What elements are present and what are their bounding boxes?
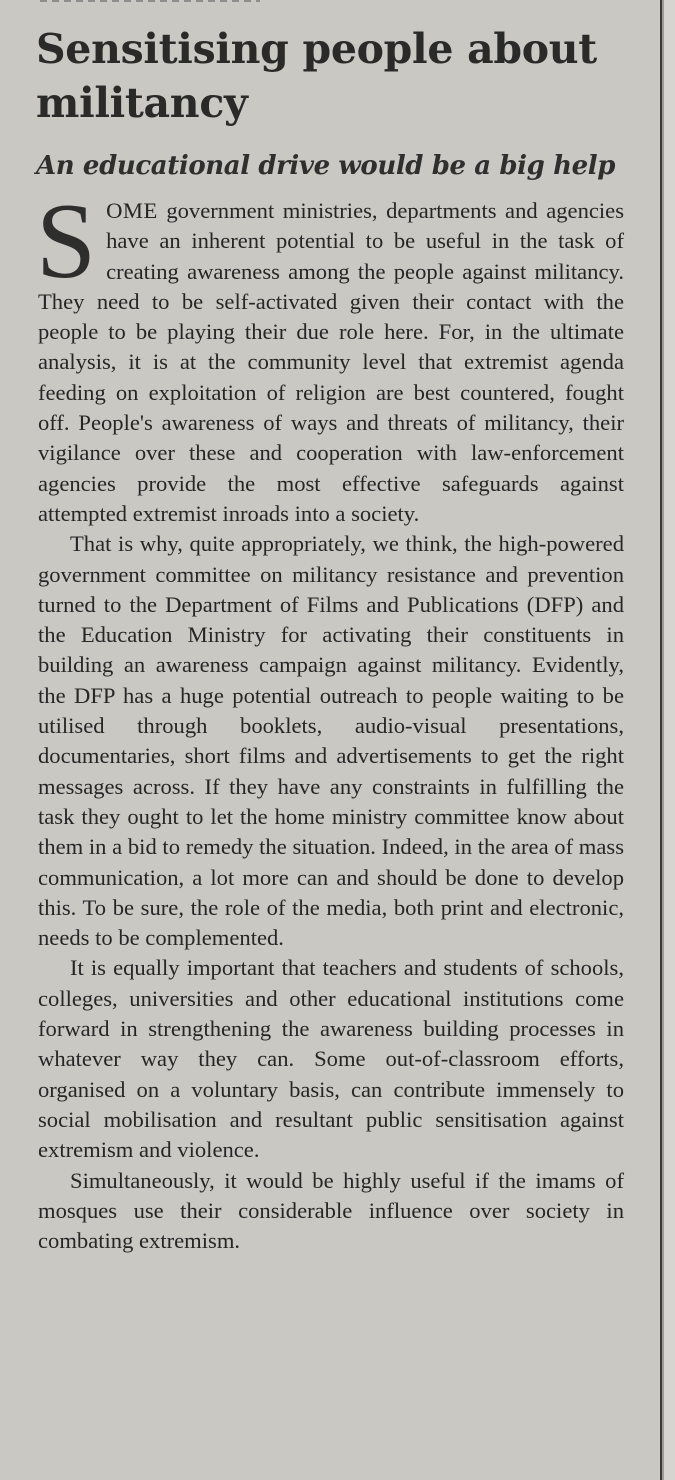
paragraph-4: Simultaneously, it would be highly useful if the imams of mosques use their considerable influence over society in combating extremism. xyxy=(38,1167,624,1254)
drop-cap: S xyxy=(36,182,97,301)
article-subheadline: An educational drive would be a big help xyxy=(36,151,615,181)
paragraph-1-text: government ministries, departments and agencies have an inherent potential to be useful in the task of creating awareness among the people against militancy. They need to be self-activated given their contact with the people to be playing their due role here. For, in the ultimate analysis, it is at the community level that extremist agenda feeding on exploitation of religion are best countered, fought off. People's awareness of ways and threats of militancy, their vigilance over these and cooperation with law-enforcement agencies provide the most effective safeguards against attempted extremist inroads into a society. xyxy=(38,198,624,526)
adjacent-column-edge xyxy=(664,0,675,1480)
previous-column-remnant xyxy=(40,0,260,2)
paragraph-3: It is equally important that teachers and students of schools, colleges, universities and other educational institutions come forward in strengthening the awareness building processes in whatever way they can. Some out-of-classroom efforts, organised on a voluntary basis, can contribute immensely to social mobilisation and resultant public sensitisation against extremism and violence. xyxy=(38,955,624,1163)
paragraph-2: That is why, quite appropriately, we think, the high-powered government committee on militancy resistance and prevention turned to the Department of Films and Publications (DFP) and the Education Ministry for activating their constituents in building an awareness campaign against militancy. Evidently, the DFP has a huge potential outreach to people waiting to be utilised through booklets, audio-visual presentations, documentaries, short films and advertisements to get the right messages across. If they have any constraints in fulfilling the task they ought to let the home ministry committee know about them in a bid to remedy the situation. Indeed, in the area of mass communication, a lot more can and should be done to develop this. To be sure, the role of the media, both print and electronic, needs to be complemented. xyxy=(38,531,624,951)
paragraph-1 xyxy=(36,182,624,529)
lead-in-caps: OME xyxy=(106,198,158,223)
article-headline: Sensitising people about militancy xyxy=(36,25,597,127)
article-body xyxy=(36,182,624,1256)
